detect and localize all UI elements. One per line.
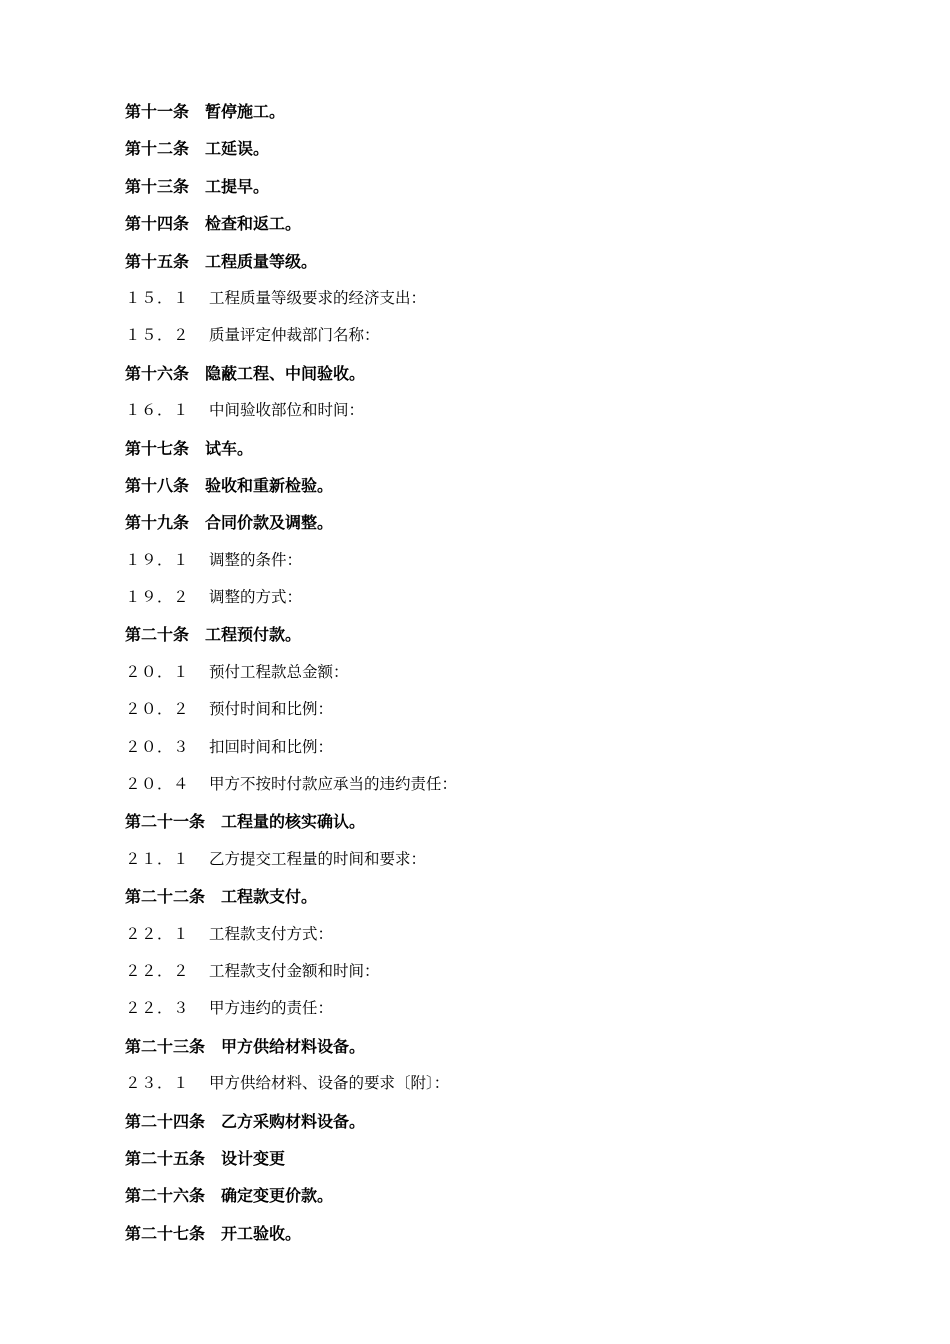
article-number: 第十一条 <box>125 102 190 121</box>
article-number: 第二十五条 <box>125 1148 206 1168</box>
article-23 <box>125 1028 845 1065</box>
article-title: 乙方采购材料设备。 <box>221 1111 366 1131</box>
clause-19-1 <box>125 542 845 579</box>
article-title: 验收和重新检验。 <box>205 475 334 495</box>
article-number: 第十三条 <box>125 176 190 196</box>
clause-number: ２０．４ <box>125 775 190 794</box>
clause-text: 甲方不按时付款应承当的违约责任： <box>209 775 458 794</box>
article-number: 第十六条 <box>125 363 190 383</box>
article-title: 隐蔽工程、中间验收。 <box>205 363 366 383</box>
clause-text: 预付工程款总金额： <box>209 662 349 681</box>
clause-23-1 <box>125 1065 845 1102</box>
clause-text: 乙方提交工程量的时间和要求： <box>209 849 427 868</box>
article-title: 甲方供给材料设备。 <box>221 1036 366 1056</box>
clause-15-1 <box>125 280 845 317</box>
article-number: 第十四条 <box>125 214 190 234</box>
article-number: 第十五条 <box>125 251 190 271</box>
article-title: 工程质量等级。 <box>205 251 318 271</box>
article-number: 第十二条 <box>125 139 190 159</box>
article-title: 暂停施工。 <box>205 102 286 121</box>
clause-number: １５．１ <box>125 288 190 307</box>
article-number: 第二十七条 <box>125 1223 206 1243</box>
article-title: 工延误。 <box>205 139 270 159</box>
clause-number: ２１．１ <box>125 849 190 868</box>
clause-number: ２０．２ <box>125 700 190 719</box>
article-number: 第二十一条 <box>125 812 206 832</box>
clause-text: 质量评定仲裁部门名称： <box>209 326 380 345</box>
article-13 <box>125 168 845 205</box>
clause-number: ２２．３ <box>125 999 190 1018</box>
clause-number: １６．１ <box>125 401 190 420</box>
clause-number: １９．１ <box>125 550 190 569</box>
article-number: 第二十六条 <box>125 1186 206 1206</box>
article-title: 设计变更 <box>221 1148 286 1168</box>
article-11 <box>125 93 845 130</box>
article-number: 第二十条 <box>125 625 190 645</box>
clause-20-3 <box>125 729 845 766</box>
article-title: 工程量的核实确认。 <box>221 812 366 832</box>
clause-text: 工程款支付方式： <box>209 924 334 943</box>
clause-20-4 <box>125 766 845 803</box>
clause-22-2 <box>125 953 845 990</box>
article-number: 第二十二条 <box>125 887 206 907</box>
clause-20-2 <box>125 691 845 728</box>
clause-number: ２２．２ <box>125 961 190 980</box>
clause-text: 扣回时间和比例： <box>209 737 334 756</box>
article-title: 合同价款及调整。 <box>205 513 334 533</box>
article-title: 试车。 <box>205 438 254 458</box>
clause-22-3 <box>125 990 845 1027</box>
article-number: 第十九条 <box>125 513 190 533</box>
article-number: 第二十三条 <box>125 1036 206 1056</box>
clause-text: 预付时间和比例： <box>209 700 334 719</box>
article-22 <box>125 878 845 915</box>
article-17 <box>125 430 845 467</box>
contract-clauses <box>125 93 845 1252</box>
clause-text: 调整的方式： <box>209 588 303 607</box>
clause-22-1 <box>125 916 845 953</box>
article-14 <box>125 205 845 242</box>
article-number: 第二十四条 <box>125 1111 206 1131</box>
clause-number: １５．２ <box>125 326 190 345</box>
clause-text: 调整的条件： <box>209 550 303 569</box>
article-title: 检查和返工。 <box>205 214 302 234</box>
article-title: 开工验收。 <box>221 1223 302 1243</box>
article-16 <box>125 355 845 392</box>
article-number: 第十八条 <box>125 475 190 495</box>
clause-number: ２０．３ <box>125 737 190 756</box>
clause-text: 甲方供给材料、设备的要求〔附〕： <box>209 1074 450 1093</box>
clause-number: ２０．１ <box>125 662 190 681</box>
clause-number: ２２．１ <box>125 924 190 943</box>
clause-16-1 <box>125 392 845 429</box>
article-title: 确定变更价款。 <box>221 1186 334 1206</box>
clause-19-2 <box>125 579 845 616</box>
article-title: 工提早。 <box>205 176 270 196</box>
article-15 <box>125 243 845 280</box>
article-20 <box>125 616 845 653</box>
clause-20-1 <box>125 654 845 691</box>
article-27 <box>125 1215 845 1252</box>
article-number: 第十七条 <box>125 438 190 458</box>
clause-text: 甲方违约的责任： <box>209 999 334 1018</box>
clause-text: 工程款支付金额和时间： <box>209 961 380 980</box>
article-18 <box>125 467 845 504</box>
clause-number: １９．２ <box>125 588 190 607</box>
clause-21-1 <box>125 841 845 878</box>
article-24 <box>125 1103 845 1140</box>
article-title: 工程预付款。 <box>205 625 302 645</box>
article-26 <box>125 1177 845 1214</box>
article-21 <box>125 803 845 840</box>
clause-number: ２３．１ <box>125 1074 190 1093</box>
clause-text: 中间验收部位和时间： <box>209 401 365 420</box>
article-19 <box>125 504 845 541</box>
clause-15-2 <box>125 317 845 354</box>
article-25 <box>125 1140 845 1177</box>
article-12 <box>125 130 845 167</box>
article-title: 工程款支付。 <box>221 887 318 907</box>
clause-text: 工程质量等级要求的经济支出： <box>209 288 427 307</box>
